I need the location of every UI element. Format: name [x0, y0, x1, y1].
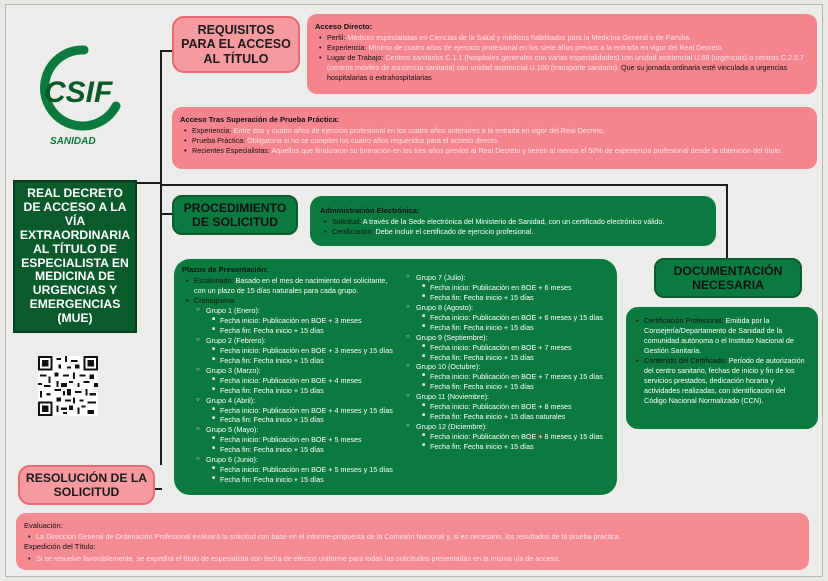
connector-procedimiento [160, 213, 172, 215]
documentacion-box [626, 307, 818, 429]
list-item: • Certificación: Debe incluir el certificado de ejercicio profesional. [320, 227, 708, 237]
cronograma-date: ■ Fecha fin: Fecha inicio + 15 días [182, 445, 394, 455]
connector-vertical [160, 50, 162, 465]
cronograma-date: ■ Fecha inicio: Publicación en BOE + 7 meses y 15 días [392, 372, 607, 382]
cronograma-date: ■ Fecha inicio: Publicación en BOE + 4 meses [182, 376, 394, 386]
requisitos-header: REQUISITOS PARA EL ACCESO AL TÍTULO [172, 16, 300, 73]
cronograma-group: ○ Grupo 11 (Noviembre): [392, 392, 607, 402]
procedimiento-header: PROCEDIMIENTO DE SOLICITUD [172, 195, 298, 235]
acceso-directo-box [307, 14, 817, 94]
plazos-title: Plazos de Presentación: [182, 265, 269, 274]
resolucion-header: RESOLUCIÓN DE LA SOLICITUD [18, 465, 155, 505]
cronograma-date: ■ Fecha fin: Fecha inicio + 15 días [392, 323, 607, 333]
cronograma-date: ■ Fecha inicio: Publicación en BOE + 8 meses y 15 días [392, 432, 607, 442]
cronograma-date: ■ Fecha inicio: Publicación en BOE + 4 meses y 15 días [182, 406, 394, 416]
list-item: • Experiencia: Mínimo de cuatro años de ejercicio profesional en los siete años previos a la entrada en vigor del Real Decreto. [315, 43, 809, 53]
list-item: • Escalonado: Basado en el mes de nacimiento del solicitante, con un plazo de 15 días naturales para cada grupo. [182, 276, 394, 296]
cronograma-group: ○ Grupo 5 (Mayo): [182, 425, 394, 435]
cronograma-group: ○ Grupo 10 (Octubre): [392, 362, 607, 372]
cronograma-group: ○ Grupo 7 (Julio): [392, 273, 607, 283]
cronograma-date: ■ Fecha fin: Fecha inicio + 15 días [182, 326, 394, 336]
csif-logo [34, 44, 130, 154]
list-item: • Si se resuelve favorablemente, se expedirá el título de especialista con fecha de efectos uniforme para todas las solicitudes presentadas en la misma vía de acceso. [24, 554, 801, 564]
cronograma-date: ■ Fecha inicio: Publicación en BOE + 7 meses [392, 343, 607, 353]
list-item: • Lugar de Trabajo: Centros sanitarios C.1.1 (hospitales generales con varias especialidades) con unidad asistencial U.68 (urgencias) o centros C.2.5.7 (centros móviles de asistencia sanitaria) con unidad asistencial U.100 (transporte sanitario). Que su jornada ordinaria esté vinculada a urgencias hospitalarias o extrahospitalarias [315, 53, 809, 83]
list-item: • Recientes Especialistas: Aquellos que finalizaron su formación en los tres años previos al Real Decreto y tienen al menos el 50% de experiencia profesional desde la obtención del título. [180, 146, 809, 156]
administracion-electronica-box [310, 196, 716, 246]
cronograma-date: ■ Fecha fin: Fecha inicio + 15 días naturales [392, 412, 607, 422]
cronograma-left [182, 306, 394, 485]
connector-horizontal [160, 184, 728, 186]
list-item: • Prueba Práctica: Obligatoria si no se cumplen los cuatro años requeridos para el acceso directo. [180, 136, 809, 146]
cronograma-date: ■ Fecha fin: Fecha inicio + 15 días [182, 415, 394, 425]
cronograma-date: ■ Fecha inicio: Publicación en BOE + 3 meses [182, 316, 394, 326]
main-title-box [13, 180, 137, 333]
list-item: • Solicitud: A través de la Sede electrónica del Ministerio de Sanidad, con un certificado electrónico válido. [320, 217, 708, 227]
svg-text:SANIDAD: SANIDAD [50, 136, 96, 147]
cronograma-date: ■ Fecha inicio: Publicación en BOE + 5 meses [182, 435, 394, 445]
acceso-prueba-title: Acceso Tras Superación de Prueba Práctica: [180, 115, 340, 124]
cronograma-date: ■ Fecha inicio: Publicación en BOE + 6 meses [392, 283, 607, 293]
cronograma-date: ■ Fecha fin: Fecha inicio + 15 días [392, 382, 607, 392]
documentacion-header: DOCUMENTACIÓN NECESARIA [654, 258, 802, 298]
cronograma-date: ■ Fecha inicio: Publicación en BOE + 8 meses [392, 402, 607, 412]
connector-requisitos [160, 50, 172, 52]
list-item: • La Dirección General de Ordenación Profesional evaluará la solicitud con base en el informe-propuesta de la Comisión Nacional y, si es necesario, los resultados de la prueba práctica. [24, 532, 801, 542]
cronograma-group: ○ Grupo 3 (Marzo): [182, 366, 394, 376]
acceso-prueba-box [172, 107, 817, 169]
acceso-directo-title: Acceso Directo: [315, 22, 373, 31]
administracion-title: Administración Electrónica: [320, 206, 420, 215]
cronograma-group: ○ Grupo 8 (Agosto): [392, 303, 607, 313]
cronograma-date: ■ Fecha fin: Fecha inicio + 15 días [392, 293, 607, 303]
cronograma-date: ■ Fecha inicio: Publicación en BOE + 5 meses y 15 días [182, 465, 394, 475]
main-title: REAL DECRETO DE ACCESO A LA VÍA EXTRAORDINARIA AL TÍTULO DE ESPECIALISTA EN MEDICINA DE URGENCIAS Y EMERGENCIAS (MUE) [19, 185, 131, 326]
cronograma-date: ■ Fecha fin: Fecha inicio + 15 días [182, 386, 394, 396]
list-item: • Experiencia: Entre dos y cuatro años de ejercicio profesional en los cuatro años anteriores a la entrada en vigor del Real Decreto. [180, 126, 809, 136]
svg-text:CSIF: CSIF [44, 76, 113, 109]
cronograma-group: ○ Grupo 6 (Junio): [182, 455, 394, 465]
connector-documentacion [726, 184, 728, 260]
cronograma-group: ○ Grupo 9 (Septiembre): [392, 333, 607, 343]
connector-title [136, 182, 162, 184]
cronograma-group: ○ Grupo 2 (Febrero): [182, 336, 394, 346]
resolucion-box [16, 513, 809, 570]
list-item: • Cronograma: [182, 296, 394, 306]
plazos-box [174, 259, 617, 495]
cronograma-date: ■ Fecha inicio: Publicación en BOE + 3 meses y 15 días [182, 346, 394, 356]
list-item: • Contenido del Certificado: Período de autorización del centro sanitario, fechas de inicio y fin de los servicios prestados, dedicación horaria y actividades realizadas, con identificación del Código Nacional Normalizado (CCN). [632, 356, 810, 406]
cronograma-date: ■ Fecha inicio: Publicación en BOE + 6 meses y 15 días [392, 313, 607, 323]
cronograma-group: ○ Grupo 4 (Abril): [182, 396, 394, 406]
cronograma-date: ■ Fecha fin: Fecha inicio + 15 días [392, 442, 607, 452]
list-item: • Certificación Profesional: Emitida por la Consejería/Departamento de Sanidad de la comunidad autónoma o el Instituto Nacional de Gestión Sanitaria. [632, 316, 810, 356]
list-item: • Perfil: Médicos especialistas en Ciencias de la Salud y médicos habilitados para la Medicina General o de Familia. [315, 33, 809, 43]
qr-code[interactable] [38, 356, 98, 416]
cronograma-group: ○ Grupo 1 (Enero): [182, 306, 394, 316]
cronograma-date: ■ Fecha fin: Fecha inicio + 15 días [182, 475, 394, 485]
cronograma-date: ■ Fecha fin: Fecha inicio + 15 días [392, 353, 607, 363]
cronograma-right [392, 273, 607, 452]
evaluacion-title: Evaluación: [24, 521, 63, 530]
expedicion-title: Expedición del Título: [24, 542, 96, 552]
cronograma-group: ○ Grupo 12 (Diciembre): [392, 422, 607, 432]
cronograma-date: ■ Fecha fin: Fecha inicio + 15 días [182, 356, 394, 366]
